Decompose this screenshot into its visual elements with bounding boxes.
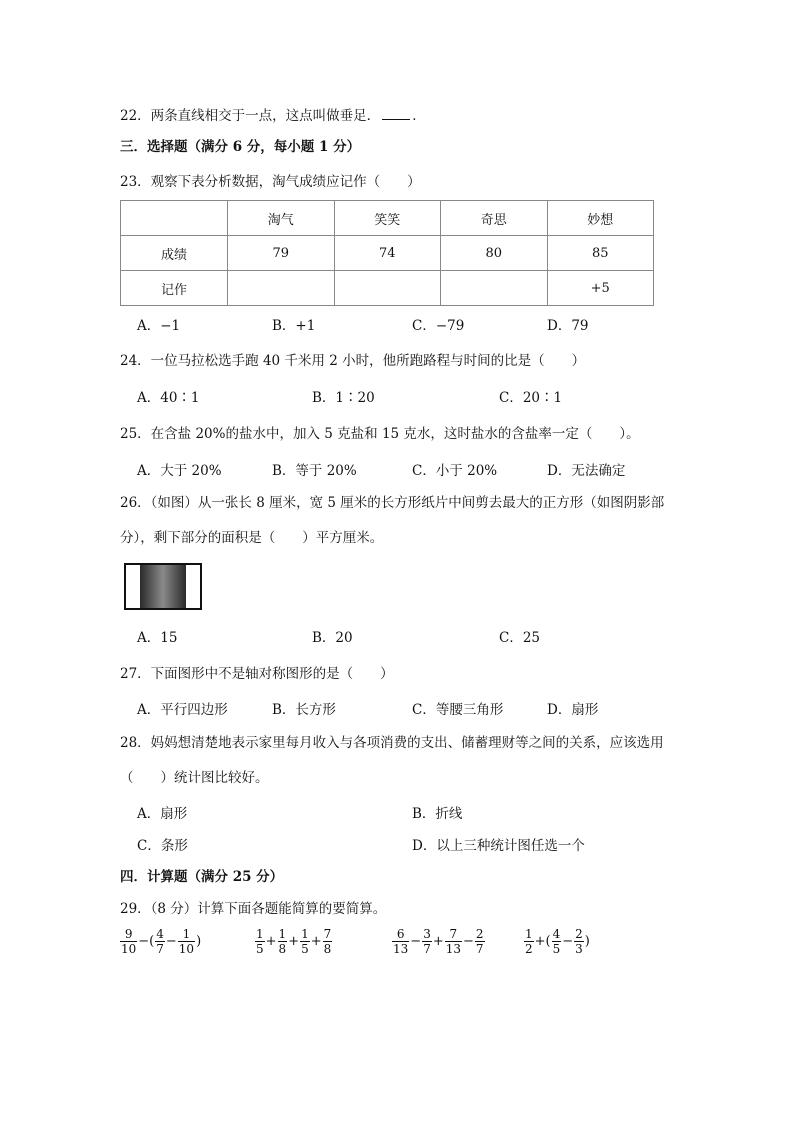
question-24: 24．一位马拉松选手跑 40 千米用 2 小时，他所跑路程与时间的比是（ ）	[120, 353, 586, 369]
q23-option-c[interactable]: C．−79	[412, 318, 465, 334]
fraction: $\frac{7}{8}$	[323, 927, 332, 956]
fraction: $\frac{4}{7}$	[156, 927, 164, 956]
table-cell: +5	[547, 271, 654, 306]
shaded-square	[140, 565, 186, 608]
q27-option-a[interactable]: A．平行四边形	[137, 702, 228, 718]
section-3-heading: 三．选择题（满分 6 分，每小题 1 分）	[120, 139, 361, 155]
table-cell	[441, 271, 548, 306]
q28-option-a[interactable]: A．扇形	[137, 806, 188, 822]
fraction: $\frac{1}{10}$	[178, 927, 195, 956]
q23-option-a[interactable]: A．−1	[137, 318, 181, 334]
q23-option-b[interactable]: B．+1	[272, 318, 316, 334]
question-28-line-1: 28．妈妈想清楚地表示家里每月收入与各项消费的支出、储蓄理财等之间的关系，应该选用	[120, 735, 664, 751]
fraction: $\frac{1}{5}$	[301, 927, 309, 956]
fraction: $\frac{2}{3}$	[575, 927, 583, 956]
expression-2: $\frac{1}{5}$ + $\frac{1}{8}$ + $\frac{1}{5}$ + $\frac{7}{8}$	[256, 927, 332, 956]
fraction: $\frac{1}{5}$	[256, 927, 264, 956]
table-cell: 85	[547, 236, 654, 271]
question-28-line-2: （ ）统计图比较好。	[120, 770, 269, 786]
q28-option-c[interactable]: C．条形	[137, 838, 188, 854]
fraction: $\frac{9}{10}$	[121, 927, 137, 956]
table-cell: 74	[334, 236, 441, 271]
q25-option-d[interactable]: D．无法确定	[547, 463, 626, 479]
table-cell: 成绩	[121, 236, 228, 271]
question-29: 29．（8 分）计算下面各题能简算的要简算。	[120, 901, 387, 917]
q24-option-a[interactable]: A．40∶1	[137, 390, 200, 406]
question-25: 25．在含盐 20%的盐水中，加入 5 克盐和 15 克水，这时盐水的含盐率一定（ ）。	[120, 426, 640, 442]
table-cell: 80	[441, 236, 548, 271]
q26-option-b[interactable]: B．20	[312, 630, 353, 646]
table-row	[121, 236, 654, 271]
fraction: $\frac{1}{2}$	[525, 927, 533, 956]
expression-1: $\frac{9}{10}$ −( $\frac{4}{7}$ − $\frac{1}{10}$ )	[121, 927, 202, 956]
q28-option-d[interactable]: D．以上三种统计图任选一个	[412, 838, 585, 854]
score-table	[120, 200, 654, 306]
question-23: 23．观察下表分析数据，淘气成绩应记作（ ）	[120, 174, 421, 190]
q26-option-c[interactable]: C．25	[499, 630, 541, 646]
table-cell: 记作	[121, 271, 228, 306]
table-cell	[334, 271, 441, 306]
table-cell	[228, 271, 335, 306]
q24-option-b[interactable]: B．1∶20	[312, 390, 375, 406]
table-cell: 奇思	[441, 201, 548, 236]
expression-4: $\frac{1}{2}$ +( $\frac{4}{5}$ − $\frac{2}{3}$ )	[525, 927, 590, 956]
q26-option-a[interactable]: A．15	[137, 630, 178, 646]
table-cell: 妙想	[547, 201, 654, 236]
question-22: 22．两条直线相交于一点，这点叫做垂足． ．	[120, 108, 426, 124]
fraction: $\frac{7}{13}$	[445, 927, 462, 956]
q23-option-d[interactable]: D．79	[547, 318, 589, 334]
q24-option-c[interactable]: C．20∶1	[499, 390, 563, 406]
table-cell: 淘气	[228, 201, 335, 236]
fraction: $\frac{1}{8}$	[278, 927, 287, 956]
q25-option-c[interactable]: C．小于 20%	[412, 463, 498, 479]
table-row	[121, 271, 654, 306]
expression-3: $\frac{6}{13}$ − $\frac{3}{7}$ + $\frac{7}{13}$ − $\frac{2}{7}$	[393, 927, 484, 956]
q27-option-c[interactable]: C．等腰三角形	[412, 702, 504, 718]
rectangle-figure	[124, 563, 202, 610]
q28-option-b[interactable]: B．折线	[412, 806, 463, 822]
fraction: $\frac{3}{7}$	[423, 927, 431, 956]
q27-option-b[interactable]: B．长方形	[272, 702, 336, 718]
q25-option-a[interactable]: A．大于 20%	[137, 463, 222, 479]
table-cell	[121, 201, 228, 236]
section-4-heading: 四．计算题（满分 25 分）	[120, 869, 284, 885]
table-header-row	[121, 201, 654, 236]
table-cell: 笑笑	[334, 201, 441, 236]
table-cell: 79	[228, 236, 335, 271]
answer-blank[interactable]	[382, 107, 410, 120]
fraction: $\frac{2}{7}$	[475, 927, 484, 956]
question-27: 27．下面图形中不是轴对称图形的是（ ）	[120, 666, 394, 682]
q27-option-d[interactable]: D．扇形	[547, 702, 599, 718]
q25-option-b[interactable]: B．等于 20%	[272, 463, 357, 479]
question-26-line-1: 26．（如图）从一张长 8 厘米，宽 5 厘米的长方形纸片中间剪去最大的正方形（如图阴影部	[120, 495, 665, 511]
question-26-line-2: 分），剩下部分的面积是（ ）平方厘米。	[120, 530, 384, 546]
fraction: $\frac{4}{5}$	[552, 927, 561, 956]
fraction: $\frac{6}{13}$	[393, 927, 409, 956]
